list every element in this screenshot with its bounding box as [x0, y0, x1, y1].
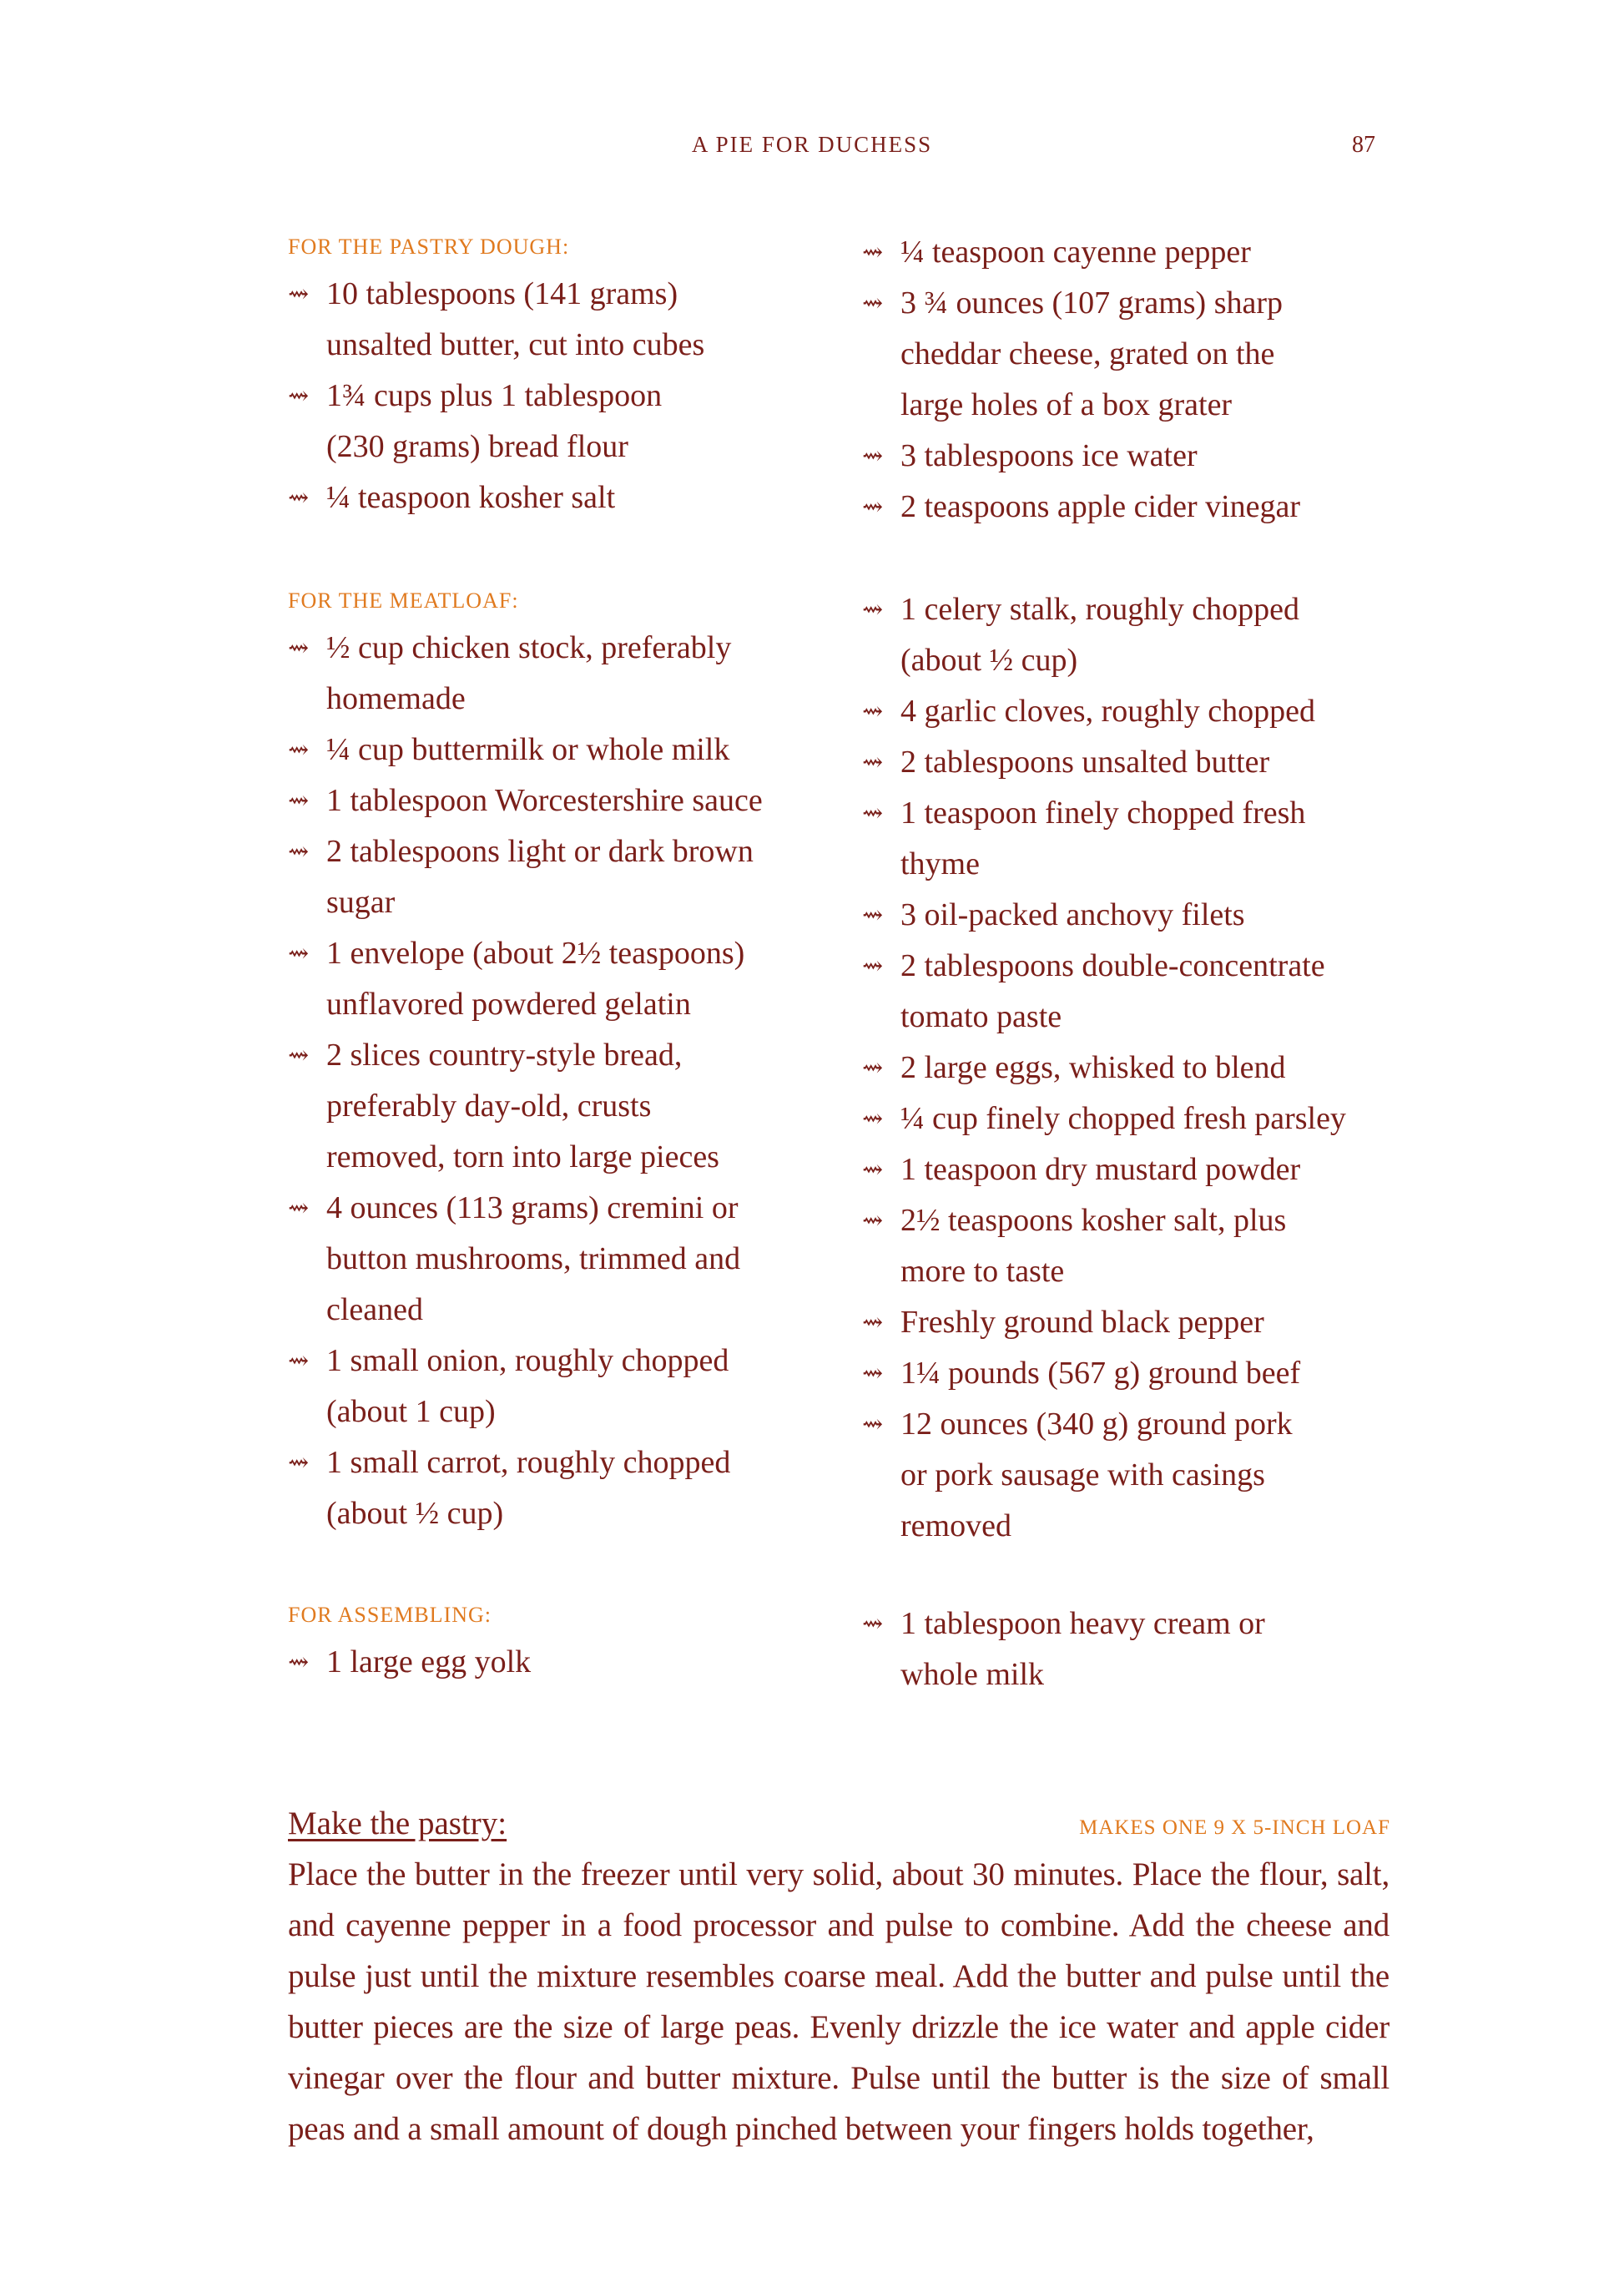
fleuron-bullet-icon: ⇝ — [288, 940, 310, 967]
fleuron-bullet-icon: ⇝ — [288, 787, 310, 815]
fleuron-bullet-icon: ⇝ — [288, 1649, 310, 1676]
ingredient-text: unflavored powdered gelatin — [326, 987, 691, 1022]
fleuron-bullet-icon: ⇝ — [288, 280, 310, 308]
fleuron-bullet-icon: ⇝ — [288, 1449, 310, 1477]
ingredient-text: ¼ teaspoon kosher salt — [326, 480, 616, 515]
ingredient-text: 2 large eggs, whisked to blend — [900, 1050, 1286, 1085]
pastry-right-column — [862, 227, 1413, 533]
ingredient-item — [862, 1144, 1413, 1195]
ingredient-list — [862, 1599, 1413, 1700]
fleuron-bullet-icon: ⇝ — [862, 698, 884, 725]
ingredient-text: preferably day-old, crusts — [326, 1088, 652, 1124]
ingredient-list — [288, 623, 822, 1539]
ingredient-item — [288, 775, 822, 826]
ingredient-item — [862, 1399, 1413, 1552]
ingredient-text: 1 envelope (about 2½ teaspoons) — [326, 936, 745, 971]
ingredient-item — [862, 431, 1413, 482]
fleuron-bullet-icon: ⇝ — [862, 1411, 884, 1438]
meatloaf-left-column — [288, 584, 822, 1539]
ingredient-text: 10 tablespoons (141 grams) — [326, 276, 678, 311]
fleuron-bullet-icon: ⇝ — [288, 736, 310, 764]
ingredient-text: homemade — [326, 681, 466, 716]
ingredient-text: 3 ¾ ounces (107 grams) sharp — [900, 285, 1284, 321]
fleuron-bullet-icon: ⇝ — [862, 442, 884, 470]
ingredient-item — [288, 371, 822, 472]
ingredient-text: 1 teaspoon dry mustard powder — [900, 1152, 1301, 1187]
ingredient-text: ½ cup chicken stock, preferably — [326, 630, 732, 665]
ingredient-text: (about ½ cup) — [326, 1496, 504, 1531]
ingredient-text: 1 small onion, roughly chopped — [326, 1343, 729, 1378]
assembling-right-column — [862, 1599, 1413, 1700]
fleuron-bullet-icon: ⇝ — [862, 1360, 884, 1387]
ingredient-item — [862, 737, 1413, 788]
fleuron-bullet-icon: ⇝ — [288, 1194, 310, 1222]
ingredient-text: (230 grams) bread flour — [326, 429, 628, 464]
ingredient-text: 12 ounces (340 g) ground pork — [900, 1407, 1293, 1442]
ingredient-text: large holes of a box grater — [900, 387, 1233, 422]
ingredient-text: button mushrooms, trimmed and — [326, 1241, 741, 1276]
ingredient-item — [862, 1195, 1413, 1297]
fleuron-bullet-icon: ⇝ — [288, 382, 310, 410]
ingredient-item — [288, 725, 822, 775]
ingredient-text: Freshly ground black pepper — [900, 1305, 1264, 1340]
ingredient-item — [288, 623, 822, 725]
fleuron-bullet-icon: ⇝ — [862, 1054, 884, 1082]
ingredient-item — [862, 227, 1413, 278]
ingredient-item — [862, 1599, 1413, 1700]
fleuron-bullet-icon: ⇝ — [862, 1207, 884, 1235]
fleuron-bullet-icon: ⇝ — [862, 239, 884, 266]
fleuron-bullet-icon: ⇝ — [862, 290, 884, 317]
ingredient-item — [288, 1637, 822, 1688]
ingredient-item — [862, 1043, 1413, 1093]
ingredient-text: 1 celery stalk, roughly chopped — [900, 592, 1300, 627]
ingredient-item — [862, 1297, 1413, 1348]
ingredient-text: 1 tablespoon heavy cream or — [900, 1606, 1265, 1641]
ingredient-item — [862, 788, 1413, 890]
assembling-left-column — [288, 1599, 822, 1688]
ingredient-list — [288, 1637, 822, 1688]
ingredient-list — [288, 269, 822, 523]
ingredient-text: removed — [900, 1508, 1011, 1543]
ingredient-text: or pork sausage with casings — [900, 1457, 1265, 1492]
fleuron-bullet-icon: ⇝ — [862, 596, 884, 624]
ingredient-text: 2 tablespoons unsalted butter — [900, 745, 1270, 780]
ingredient-text: 1 teaspoon finely chopped fresh — [900, 795, 1306, 831]
page-number: 87 — [1352, 132, 1375, 158]
ingredient-text: 1 large egg yolk — [326, 1644, 532, 1679]
ingredient-item — [288, 826, 822, 928]
ingredient-text: cleaned — [326, 1292, 424, 1327]
ingredient-text: 2½ teaspoons kosher salt, plus — [900, 1203, 1287, 1238]
ingredient-text: tomato paste — [900, 999, 1062, 1034]
fleuron-bullet-icon: ⇝ — [862, 1309, 884, 1336]
fleuron-bullet-icon: ⇝ — [288, 484, 310, 512]
ingredient-text: 2 tablespoons double-concentrate — [900, 948, 1325, 983]
ingredient-item — [288, 928, 822, 1030]
ingredient-item — [288, 269, 822, 371]
running-head: A PIE FOR DUCHESS — [691, 132, 933, 157]
fleuron-bullet-icon: ⇝ — [862, 902, 884, 929]
meatloaf-right-column — [862, 584, 1413, 1552]
ingredient-text: 1¼ pounds (567 g) ground beef — [900, 1356, 1301, 1391]
ingredient-list — [862, 584, 1413, 1552]
ingredient-text: 2 tablespoons light or dark brown — [326, 834, 754, 869]
ingredient-text: 1 tablespoon Worcestershire sauce — [326, 783, 763, 818]
ingredient-item — [288, 1183, 822, 1336]
ingredient-item — [862, 941, 1413, 1043]
ingredient-text: removed, torn into large pieces — [326, 1139, 719, 1174]
ingredient-item — [862, 584, 1413, 686]
ingredient-item — [862, 686, 1413, 737]
ingredient-text: thyme — [900, 846, 980, 881]
ingredient-text: 3 tablespoons ice water — [900, 438, 1198, 473]
pastry-left-column — [288, 230, 822, 523]
ingredient-text: 1 small carrot, roughly chopped — [326, 1445, 731, 1480]
pastry-heading: FOR THE PASTRY DOUGH: — [288, 235, 570, 259]
fleuron-bullet-icon: ⇝ — [862, 493, 884, 521]
ingredient-item — [862, 482, 1413, 533]
ingredient-item — [288, 1336, 822, 1437]
assembling-heading: FOR ASSEMBLING: — [288, 1603, 492, 1627]
ingredient-text: whole milk — [900, 1657, 1045, 1692]
ingredient-item — [862, 1093, 1413, 1144]
fleuron-bullet-icon: ⇝ — [288, 1347, 310, 1375]
meatloaf-heading: FOR THE MEATLOAF: — [288, 588, 519, 613]
ingredient-item — [862, 890, 1413, 941]
ingredient-item — [862, 278, 1413, 431]
ingredient-item — [288, 1437, 822, 1539]
fleuron-bullet-icon: ⇝ — [862, 800, 884, 827]
ingredient-text: (about ½ cup) — [900, 643, 1078, 678]
ingredient-item — [288, 472, 822, 523]
method-title: Make the pastry: — [288, 1806, 507, 1841]
ingredient-list — [862, 227, 1413, 533]
ingredient-text: 3 oil-packed anchovy filets — [900, 897, 1245, 932]
fleuron-bullet-icon: ⇝ — [862, 952, 884, 980]
ingredient-item — [862, 1348, 1413, 1399]
ingredient-text: ¼ cup finely chopped fresh parsley — [900, 1101, 1346, 1136]
ingredient-text: more to taste — [900, 1254, 1065, 1289]
ingredient-text: 2 slices country-style bread, — [326, 1038, 683, 1073]
ingredient-text: cheddar cheese, grated on the — [900, 336, 1275, 371]
fleuron-bullet-icon: ⇝ — [288, 838, 310, 866]
fleuron-bullet-icon: ⇝ — [288, 1042, 310, 1069]
yield-label: MAKES ONE 9 X 5-INCH LOAF — [1079, 1816, 1390, 1839]
ingredient-text: 4 garlic cloves, roughly chopped — [900, 694, 1316, 729]
ingredient-text: 4 ounces (113 grams) cremini or — [326, 1190, 739, 1225]
ingredient-text: (about 1 cup) — [326, 1394, 496, 1429]
fleuron-bullet-icon: ⇝ — [288, 634, 310, 662]
ingredient-text: 1¾ cups plus 1 tablespoon — [326, 378, 663, 413]
fleuron-bullet-icon: ⇝ — [862, 1105, 884, 1133]
ingredient-text: ¼ teaspoon cayenne pepper — [900, 235, 1251, 270]
fleuron-bullet-icon: ⇝ — [862, 1610, 884, 1638]
method-paragraph: Place the butter in the freezer until very solid, about 30 minutes. Place the flour, salt, and cayenne pepper in a food processor and pulse to combine. Add the cheese and pulse just until the mixture resembles coarse meal. Add the butter and pulse until the butter pieces are the size of large peas. Evenly drizzle the ice water and apple cider vinegar over the flour and butter mixture. Pulse until the butter is the size of small peas and a small amount of dough pinched between your fingers holds together, — [288, 1856, 1389, 2147]
ingredient-item — [288, 1030, 822, 1183]
fleuron-bullet-icon: ⇝ — [862, 749, 884, 776]
ingredient-text: sugar — [326, 885, 396, 920]
ingredient-text: 2 teaspoons apple cider vinegar — [900, 489, 1301, 524]
ingredient-text: ¼ cup buttermilk or whole milk — [326, 732, 730, 767]
fleuron-bullet-icon: ⇝ — [862, 1156, 884, 1184]
ingredient-text: unsalted butter, cut into cubes — [326, 327, 705, 362]
